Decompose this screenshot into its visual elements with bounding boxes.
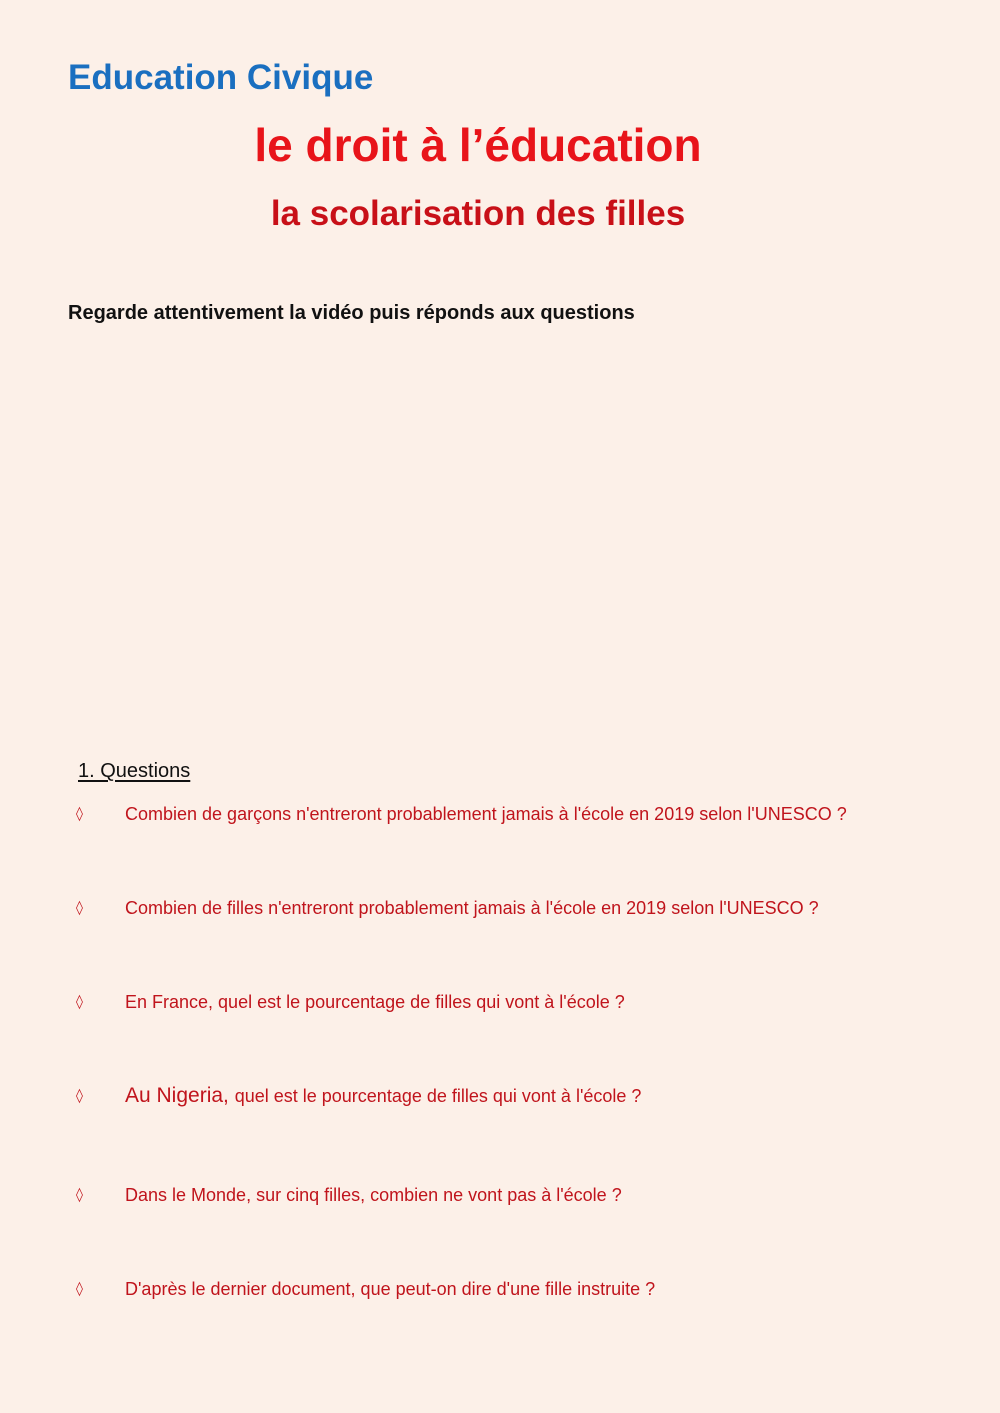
question-item bbox=[0, 990, 1000, 1020]
questions-section-heading: 1. Questions bbox=[78, 760, 191, 782]
page-subtitle: la scolarisation des filles bbox=[270, 194, 686, 233]
question-item bbox=[0, 802, 1000, 832]
diamond-bullet-icon: ◊ bbox=[76, 1088, 83, 1104]
question-body: En France, quel est le pourcentage de filles qui vont à l'école ? bbox=[125, 992, 625, 1012]
question-text bbox=[125, 1183, 622, 1207]
question-text bbox=[125, 896, 819, 920]
question-text bbox=[125, 1277, 655, 1301]
question-text bbox=[125, 990, 625, 1014]
diamond-bullet-icon: ◊ bbox=[76, 994, 83, 1010]
question-item bbox=[0, 1277, 1000, 1307]
question-lead: Au Nigeria, bbox=[125, 1084, 235, 1107]
diamond-bullet-icon: ◊ bbox=[76, 806, 83, 822]
instruction-text: Regarde attentivement la vidéo puis réponds aux questions bbox=[68, 302, 635, 324]
question-body: Combien de filles n'entreront probablement jamais à l'école en 2019 selon l'UNESCO ? bbox=[125, 898, 819, 918]
question-body: Combien de garçons n'entreront probablement jamais à l'école en 2019 selon l'UNESCO ? bbox=[125, 804, 847, 824]
diamond-bullet-icon: ◊ bbox=[76, 1187, 83, 1203]
diamond-bullet-icon: ◊ bbox=[76, 1281, 83, 1297]
subject-heading: Education Civique bbox=[68, 58, 374, 97]
diamond-bullet-icon: ◊ bbox=[76, 900, 83, 916]
question-text bbox=[125, 802, 847, 826]
question-body: Dans le Monde, sur cinq filles, combien ne vont pas à l'école ? bbox=[125, 1185, 622, 1205]
question-text bbox=[125, 1084, 641, 1108]
question-item bbox=[0, 896, 1000, 926]
question-item bbox=[0, 1183, 1000, 1213]
question-body: D'après le dernier document, que peut-on dire d'une fille instruite ? bbox=[125, 1279, 656, 1299]
page-title: le droit à l’éducation bbox=[254, 119, 702, 171]
question-item bbox=[0, 1084, 1000, 1114]
question-body: quel est le pourcentage de filles qui vont à l'école ? bbox=[234, 1086, 642, 1106]
